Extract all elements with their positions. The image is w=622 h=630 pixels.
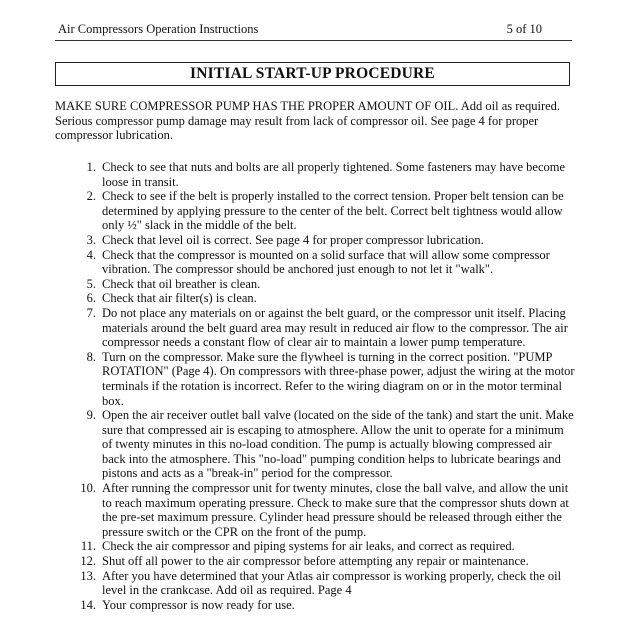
step-number: 1. — [86, 160, 96, 174]
step-item — [55, 554, 575, 569]
step-number: 8. — [86, 349, 96, 364]
step-number: 14. — [80, 597, 96, 612]
step-number: 11. — [80, 539, 96, 554]
step-number: 12. — [80, 554, 96, 569]
step-text: Your compressor is now ready for use. — [102, 597, 295, 612]
step-item — [55, 160, 575, 189]
step-text: Check to see that nuts and bolts are all properly tightened. Some fasteners may have become loose in transit. — [102, 160, 566, 189]
step-item — [55, 539, 575, 554]
step-text: Check that level oil is correct. See page 4 for proper compressor lubrication. — [102, 232, 484, 247]
step-number: 6. — [86, 291, 96, 306]
step-text: Shut off all power to the air compressor before attempting any repair or maintenance. — [102, 554, 529, 569]
step-number: 3. — [86, 232, 96, 247]
step-text: Do not place any materials on or against the belt guard, or the compressor unit itself. Placing materials around the belt guard area may result in reduced air flow to the compressor. The air compressor needs a constant flow of clear air to maintain a lower pump temperature. — [102, 305, 568, 350]
step-text: Check that air filter(s) is clean. — [102, 291, 257, 306]
document-title: Air Compressors Operation Instructions — [58, 22, 259, 36]
step-item — [55, 233, 575, 248]
step-text: After running the compressor unit for twenty minutes, close the ball valve, and allow the unit to reach maximum operating pressure. Check to make sure that the compressor shuts down at the pre-set maximum pressure. Cylinder head pressure should be released through either the pressure switch or the CPR on the front of the pump. — [102, 481, 569, 539]
step-number: 10. — [80, 481, 96, 496]
step-number: 13. — [80, 568, 96, 583]
step-number: 2. — [86, 189, 96, 204]
step-item — [55, 248, 575, 277]
step-item — [55, 350, 575, 408]
step-text: Check the air compressor and piping systems for air leaks, and correct as required. — [102, 539, 515, 554]
step-item — [55, 408, 575, 481]
header-divider — [55, 40, 572, 41]
step-text: Check that the compressor is mounted on a solid surface that will allow some compressor vibration. The compressor should be anchored just enough to not let it "walk". — [102, 247, 550, 277]
procedure-steps — [55, 160, 575, 612]
step-text: After you have determined that your Atlas air compressor is working properly, check the oil level in the crankcase. Add oil as required. Page 4 — [102, 568, 562, 598]
step-number: 9. — [86, 408, 96, 423]
step-number: 5. — [86, 276, 96, 291]
step-number: 7. — [86, 305, 96, 320]
intro-paragraph: MAKE SURE COMPRESSOR PUMP HAS THE PROPER AMOUNT OF OIL. Add oil as required. Serious compressor pump damage may result from lack of compressor oil. See page 4 for proper compressor lubrication. — [55, 99, 561, 143]
step-number: 4. — [86, 247, 96, 262]
step-item — [55, 291, 575, 306]
step-item — [55, 569, 575, 598]
step-text: Check to see if the belt is properly installed to the correct tension. Proper belt tension can be determined by applying pressure to the center of the belt. Correct belt tightness would allow only ½" slack in the middle of the belt. — [102, 189, 564, 233]
step-item — [55, 598, 575, 613]
step-item — [55, 277, 575, 292]
step-item — [55, 189, 575, 233]
section-title: INITIAL START-UP PROCEDURE — [190, 65, 435, 82]
page-number: 5 of 10 — [506, 22, 542, 36]
section-title-box — [55, 62, 570, 86]
step-text: Turn on the compressor. Make sure the flywheel is turning in the correct position. "PUMP ROTATION" (Page 4). On compressors with three-phase power, adjust the wiring at the motor terminals if the rotation is incorrect. Refer to the wiring diagram on or in the motor terminal box. — [102, 349, 575, 408]
step-text: Check that oil breather is clean. — [102, 276, 261, 291]
step-text: Open the air receiver outlet ball valve (located on the side of the tank) and start the unit. Make sure that compressed air is escaping to atmosphere. Allow the unit to operate for a minimum of twenty minutes in this no-load condition. The pump is actually blowing compressed air back into the atmosphere. This "no-load" pumping condition helps to lubricate bearings and pistons and acts as a "break-in" period for the compressor. — [102, 408, 574, 481]
step-item — [55, 481, 575, 539]
step-item — [55, 306, 575, 350]
